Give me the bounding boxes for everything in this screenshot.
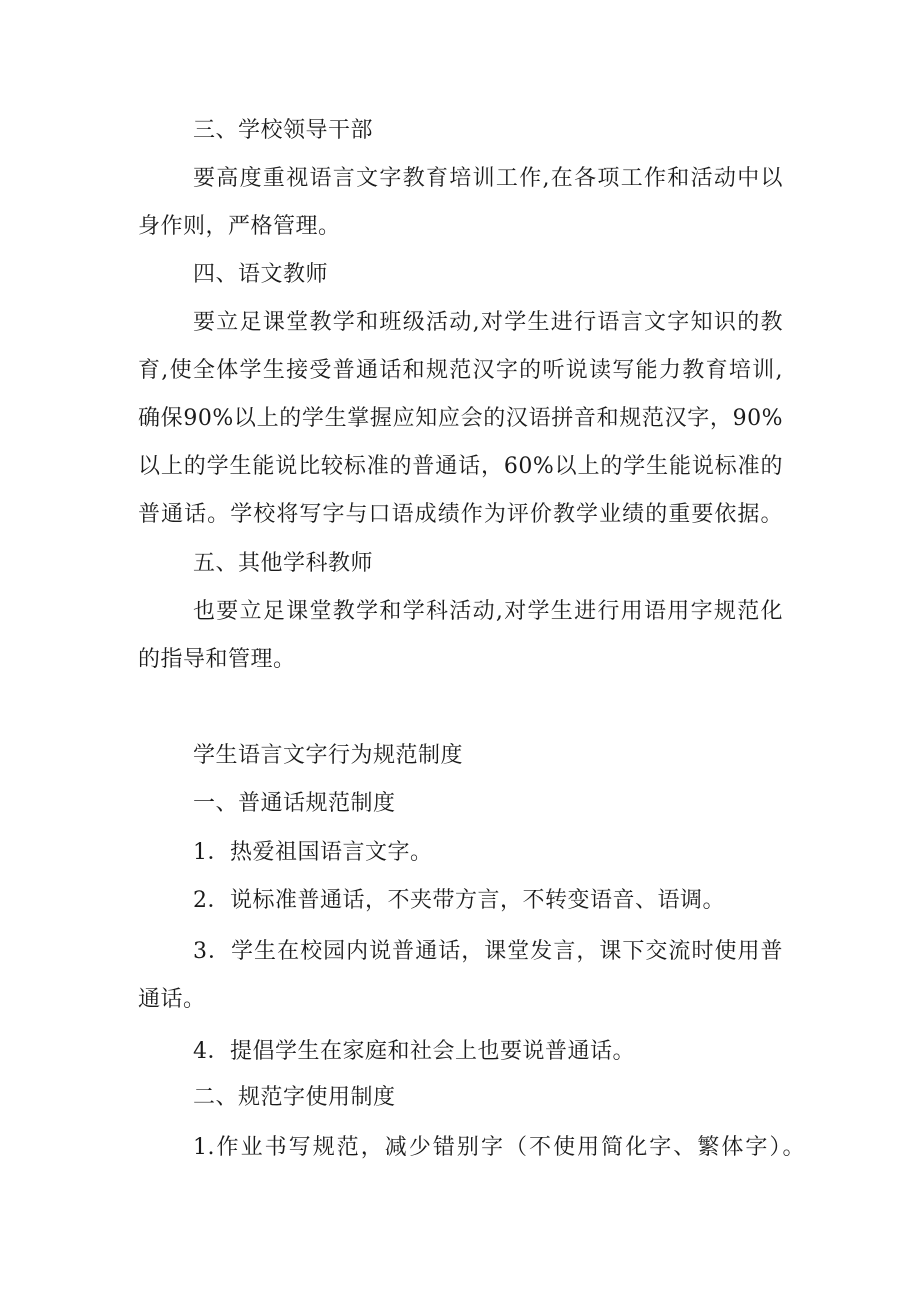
paragraph-line: 普通话。学校将写字与口语成绩作为评价教学业绩的重要依据。 <box>138 502 783 527</box>
paragraph-line: 要立足课堂教学和班级活动,对学生进行语言文字知识的教 <box>193 310 783 335</box>
rule-item: 3．学生在校园内说普通话，课堂发言，课下交流时使用普 <box>193 939 783 964</box>
paragraph-line: 以上的学生能说比较标准的普通话，60%以上的学生能说标准的 <box>138 454 783 479</box>
paragraph-line: 身作则，严格管理。 <box>138 214 341 239</box>
paragraph-line: 也要立足课堂教学和学科活动,对学生进行用语用字规范化 <box>193 599 783 624</box>
rule-item-continuation: 通话。 <box>138 987 206 1012</box>
section-heading-other-teachers: 五、其他学科教师 <box>193 551 374 576</box>
section-heading-standard-characters: 二、规范字使用制度 <box>193 1085 396 1110</box>
paragraph-line: 的指导和管理。 <box>138 647 296 672</box>
paragraph-line: 确保90%以上的学生掌握应知应会的汉语拼音和规范汉字，90% <box>138 406 783 431</box>
rule-item: 2．说标准普通话，不夹带方言，不转变语音、语调。 <box>193 888 725 913</box>
document-title-student-rules: 学生语言文字行为规范制度 <box>193 743 464 768</box>
paragraph-line: 育,使全体学生接受普通话和规范汉字的听说读写能力教育培训, <box>138 358 783 383</box>
paragraph-line: 要高度重视语言文字教育培训工作,在各项工作和活动中以 <box>193 166 783 191</box>
section-heading-school-leaders: 三、学校领导干部 <box>193 118 374 143</box>
rule-item: 4．提倡学生在家庭和社会上也要说普通话。 <box>193 1039 635 1064</box>
rule-item: 1．热爱祖国语言文字。 <box>193 840 433 865</box>
section-heading-mandarin: 一、普通话规范制度 <box>193 791 396 816</box>
rule-item: 1.作业书写规范，减少错别字（不使用简化字、繁体字）。 <box>193 1135 805 1160</box>
section-heading-chinese-teachers: 四、语文教师 <box>193 262 329 287</box>
